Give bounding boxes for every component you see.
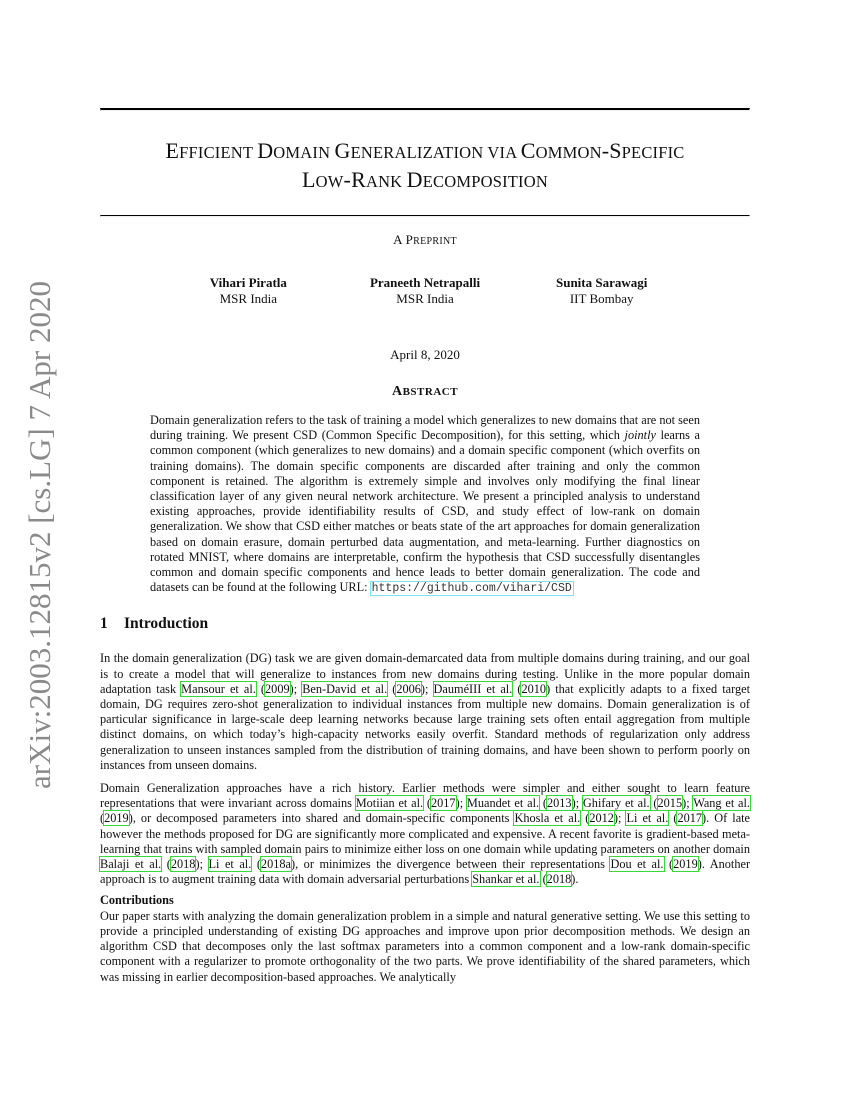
- author-affiliation: IIT Bombay: [569, 291, 634, 306]
- citation-year-link[interactable]: 2018: [546, 872, 572, 887]
- author-affiliation: MSR India: [396, 291, 454, 306]
- citation-year-link[interactable]: 2006: [396, 681, 421, 696]
- citation-year-link[interactable]: 2012: [589, 811, 614, 826]
- emphasis: jointly: [624, 428, 656, 443]
- author-name: Sunita Sarawagi: [555, 275, 648, 290]
- preprint-label: A PREPRINT: [393, 232, 457, 247]
- citation-link[interactable]: Muandet et al.: [466, 796, 540, 811]
- paper-page: [100, 108, 750, 985]
- citation-link[interactable]: Li et al.: [626, 811, 669, 826]
- paper-date: April 8, 2020: [390, 347, 460, 362]
- citation-link[interactable]: DauméIII et al.: [433, 681, 513, 696]
- abstract-heading: ABSTRACT: [391, 384, 459, 399]
- citation-link[interactable]: Li et al.: [208, 857, 252, 872]
- citation-year-link[interactable]: 2018a: [260, 857, 291, 872]
- citation-link[interactable]: Ben-David et al.: [302, 681, 388, 696]
- contributions-heading: Contributions: [100, 893, 174, 908]
- intro-paragraph-2: Domain Generalization approaches have a rich history. Earlier methods were simpler and either sought to learn feature representations that were invariant across domains Motiian et al. (2017); Muandet et al. (2013); Ghifary et al. (2015); Wang et al. (2019), or decomposed parameters into shared and domain-specific components Khosla et al. (2012); Li et al. (2017). Of late however the methods proposed for DG are significantly more complicated and expensive. A recent favorite is gradient-based meta-learning that trains with sampled domain pairs to minimize either loss on one domain while updating parameters on another domain Balaji et al. (2018); Li et al. (2018a), or minimizes the divergence between their representations Dou et al. (2019). Another approach is to augment training data with domain adversarial perturbations Shankar et al. (2018).: [100, 781, 751, 887]
- citation-link[interactable]: Balaji et al.: [100, 857, 162, 872]
- arxiv-sidebar: [20, 281, 60, 789]
- author-list: [160, 275, 690, 307]
- citation-year-link[interactable]: 2019: [104, 811, 129, 826]
- author-block: [160, 275, 337, 307]
- citation-year-link[interactable]: 2010: [521, 681, 547, 696]
- citation-year-link[interactable]: 2015: [657, 796, 683, 811]
- code-url-link[interactable]: https://github.com/vihari/CSD: [371, 582, 572, 596]
- citation-year-link[interactable]: 2013: [546, 796, 572, 811]
- contributions-paragraph: Our paper starts with analyzing the domain generalization problem in a simple and natural generative setting. We use this setting to provide a principled understanding of existing DG approaches and improve upon prior decomposition methods. We design an algorithm CSD that decomposes only the last softmax parameters into a common component and a low-rank domain-specific component with a regularizer to promote orthogonality of the two parts. We prove identifiability of the shared parameters, which was missing in earlier decomposition-based approaches. We analytically: [100, 908, 750, 984]
- citation-link[interactable]: Shankar et al.: [472, 872, 540, 887]
- citation-link[interactable]: Dou et al.: [610, 857, 664, 872]
- citation-year-link[interactable]: 2017: [677, 811, 703, 826]
- citation-year-link[interactable]: 2017: [430, 796, 456, 811]
- intro-paragraph-1: In the domain generalization (DG) task we are given domain-demarcated data from multiple domains during training, and our goal is to create a model that will generalize to instances from new domains during testing. Unlike in the more popular domain adaptation task Mansour et al. (2009); Ben-David et al. (2006); DauméIII et al. (2010) that explicitly adapts to a fixed target domain, DG requires zero-shot generalization to individual instances from multiple new domains. Domain generalization is of particular significance in large-scale deep learning networks because large training sets often entail aggregation from multiple distinct domains, on which today’s high-capacity networks easily overfit. Standard methods of regularization only address generalization to unseen instances sampled from the distribution of training domains, and have been shown to perform poorly on instances from unseen domains.: [100, 651, 751, 772]
- paper-title: [100, 111, 750, 215]
- citation-link[interactable]: Khosla et al.: [514, 811, 581, 826]
- citation-year-link[interactable]: 2018: [170, 857, 196, 872]
- citation-year-link[interactable]: 2009: [265, 681, 290, 696]
- section-heading-introduction: 1 Introduction: [100, 615, 209, 633]
- citation-link[interactable]: Ghifary et al.: [582, 796, 650, 811]
- title-line-1: EFFICIENT DOMAIN GENERALIZATION VIA COMMON-SPECIFIC: [165, 138, 685, 163]
- author-name: Vihari Piratla: [209, 275, 287, 290]
- citation-link[interactable]: Motiian et al.: [355, 796, 424, 811]
- abstract-text: Domain generalization refers to the task of training a model which generalizes to new domains that are not seen during training. We present CSD (Common Specific Decomposition), for this setting, which jointly learns a common component (which generalizes to new domains) and a domain specific component (which overfits on training domains). The domain specific components are discarded after training and only the common component is retained. The algorithm is extremely simple and involves only modifying the final linear classification layer of any given neural network architecture. We present a principled analysis to understand existing approaches, provide identifiability results of CSD, and study effect of low-rank on domain generalization. We show that CSD either matches or beats state of the art approaches for domain generalization based on domain erasure, domain perturbed data augmentation, and meta-learning. Further diagnostics on rotated MNIST, where domains are interpretable, confirm the hypothesis that CSD successfully disentangles common and domain specific components and hence leads to better domain generalization. The code and datasets can be found at the following URL: https://github.com/vihari/CSD: [150, 413, 700, 596]
- arxiv-identifier: arXiv:2003.12815v2 [cs.LG] 7 Apr 2020: [22, 281, 57, 789]
- author-affiliation: MSR India: [219, 291, 278, 306]
- title-line-2: LOW-RANK DECOMPOSITION: [302, 167, 548, 192]
- author-name: Praneeth Netrapalli: [369, 275, 481, 290]
- author-block: [513, 275, 690, 307]
- author-block: [337, 275, 514, 307]
- citation-link[interactable]: Wang et al.: [693, 796, 751, 811]
- title-bottom-rule: [100, 215, 750, 217]
- citation-link[interactable]: Mansour et al.: [181, 681, 256, 696]
- citation-year-link[interactable]: 2019: [673, 857, 698, 872]
